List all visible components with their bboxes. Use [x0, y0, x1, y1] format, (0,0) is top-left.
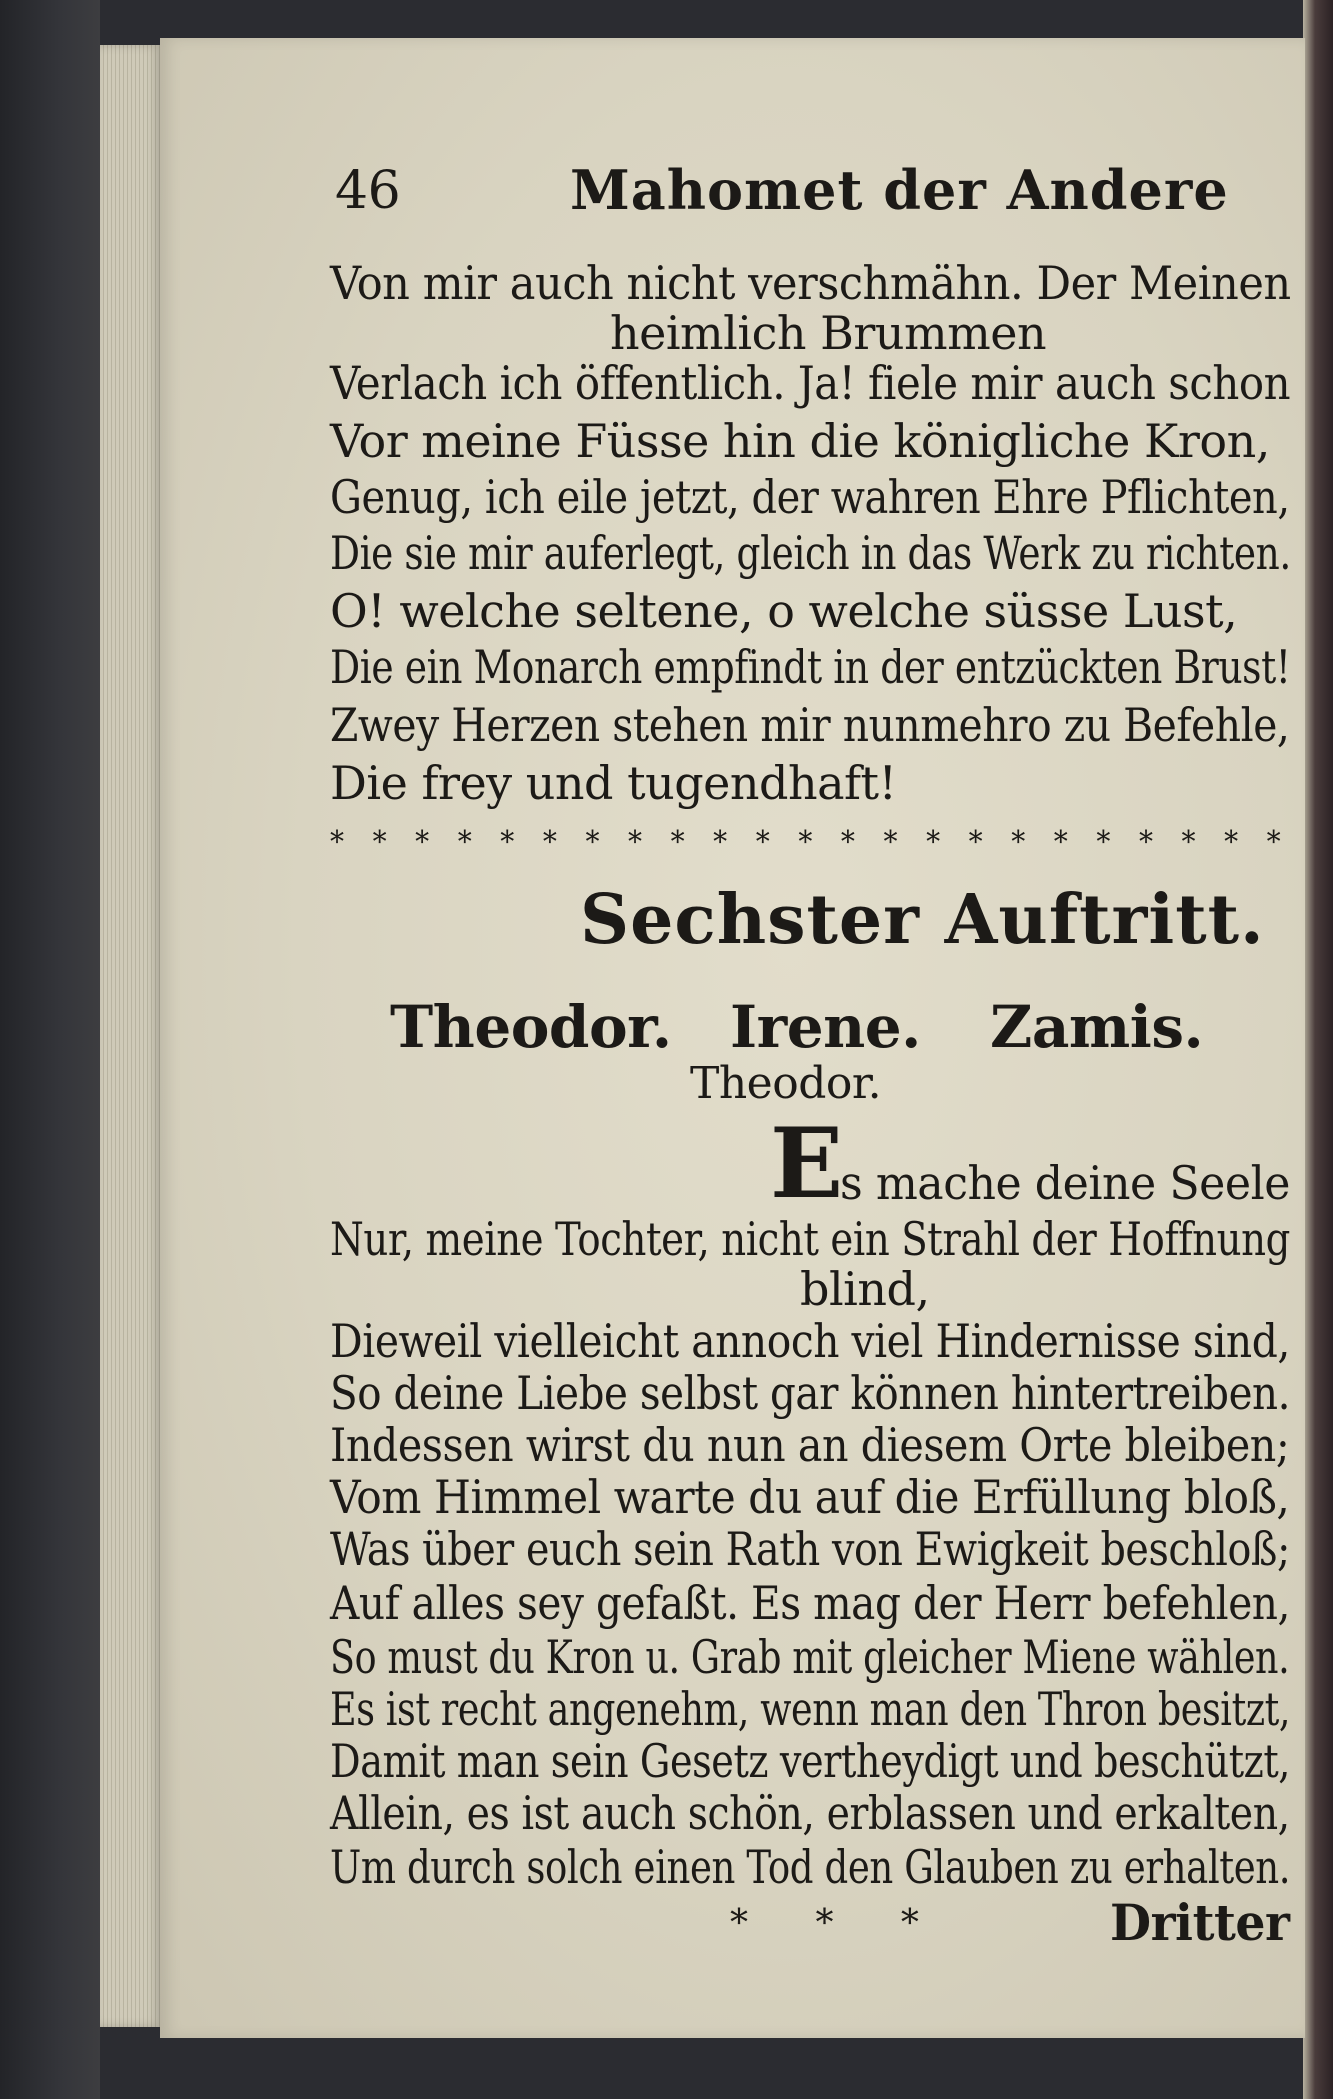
speech-line: Damit man sein Gesetz vertheydigt und beschützt,	[330, 1734, 1291, 1788]
verse-line: Von mir auch nicht verschmähn. Der Meinen	[330, 256, 1291, 310]
speech-line: blind,	[800, 1262, 930, 1316]
speech-line: Allein, es ist auch schön, erblassen und erkalten,	[330, 1786, 1290, 1840]
speech-line: Auf alles sey gefaßt. Es mag der Herr befehlen,	[330, 1576, 1290, 1630]
cast-member: Irene.	[730, 993, 921, 1061]
drop-initial: E	[770, 1107, 843, 1220]
speech-line: So deine Liebe selbst gar können hintertreiben.	[330, 1366, 1291, 1420]
page-number: 46	[335, 161, 401, 221]
verse-line: heimlich Brummen	[610, 306, 1047, 360]
speech-line: So must du Kron u. Grab mit gleicher Miene wählen.	[330, 1630, 1290, 1684]
page-edges	[100, 45, 162, 2027]
verse-line: Genug, ich eile jetzt, der wahren Ehre Pflichten,	[330, 470, 1290, 524]
verse-line: Vor meine Füsse hin die königliche Kron,	[330, 414, 1270, 468]
verse-line: Die sie mir auferlegt, gleich in das Werk zu richten.	[330, 526, 1291, 580]
verse-line: Verlach ich öffentlich. Ja! fiele mir auch schon	[330, 356, 1291, 410]
verse-line: Die frey und tugendhaft!	[330, 756, 897, 810]
speech-line: Was über euch sein Rath von Ewigkeit beschloß;	[330, 1522, 1290, 1576]
signature-marks: * * *	[730, 1903, 947, 1944]
speech-line: Um durch solch einen Tod den Glauben zu erhalten.	[330, 1840, 1291, 1894]
verse-line: Die ein Monarch empfindt in der entzückten Brust!	[330, 640, 1291, 694]
book-page	[160, 38, 1305, 2038]
speech-line: Es ist recht angenehm, wenn man den Thron besitzt,	[330, 1682, 1291, 1736]
speaker-name: Theodor.	[690, 1058, 882, 1109]
asterisk-divider: * * * * * * * * * * * * * * * * * * * * * * *	[330, 825, 1291, 860]
speech-line: Vom Himmel warte du auf die Erfüllung bloß,	[330, 1470, 1290, 1524]
verse-line: O! welche seltene, o welche süsse Lust,	[330, 584, 1238, 638]
speech-line: Indessen wirst du nun an diesem Orte bleiben;	[330, 1418, 1290, 1472]
verse-line: Zwey Herzen stehen mir nunmehro zu Befehle,	[330, 698, 1290, 752]
speech-line: s mache deine Seele	[840, 1156, 1290, 1210]
speech-line: Dieweil vielleicht annoch viel Hindernisse sind,	[330, 1314, 1290, 1368]
scene-title: Sechster Auftritt.	[580, 880, 1265, 960]
speech-line: Nur, meine Tochter, nicht ein Strahl der Hoffnung	[330, 1212, 1291, 1266]
cast-member: Zamis.	[990, 993, 1204, 1061]
cast-member: Theodor.	[390, 993, 672, 1061]
book-spine	[0, 0, 100, 2099]
running-title: Mahomet der Andere	[570, 158, 1229, 222]
book-cover-edge	[1303, 0, 1333, 2099]
catchword: Dritter	[1110, 1893, 1290, 1952]
